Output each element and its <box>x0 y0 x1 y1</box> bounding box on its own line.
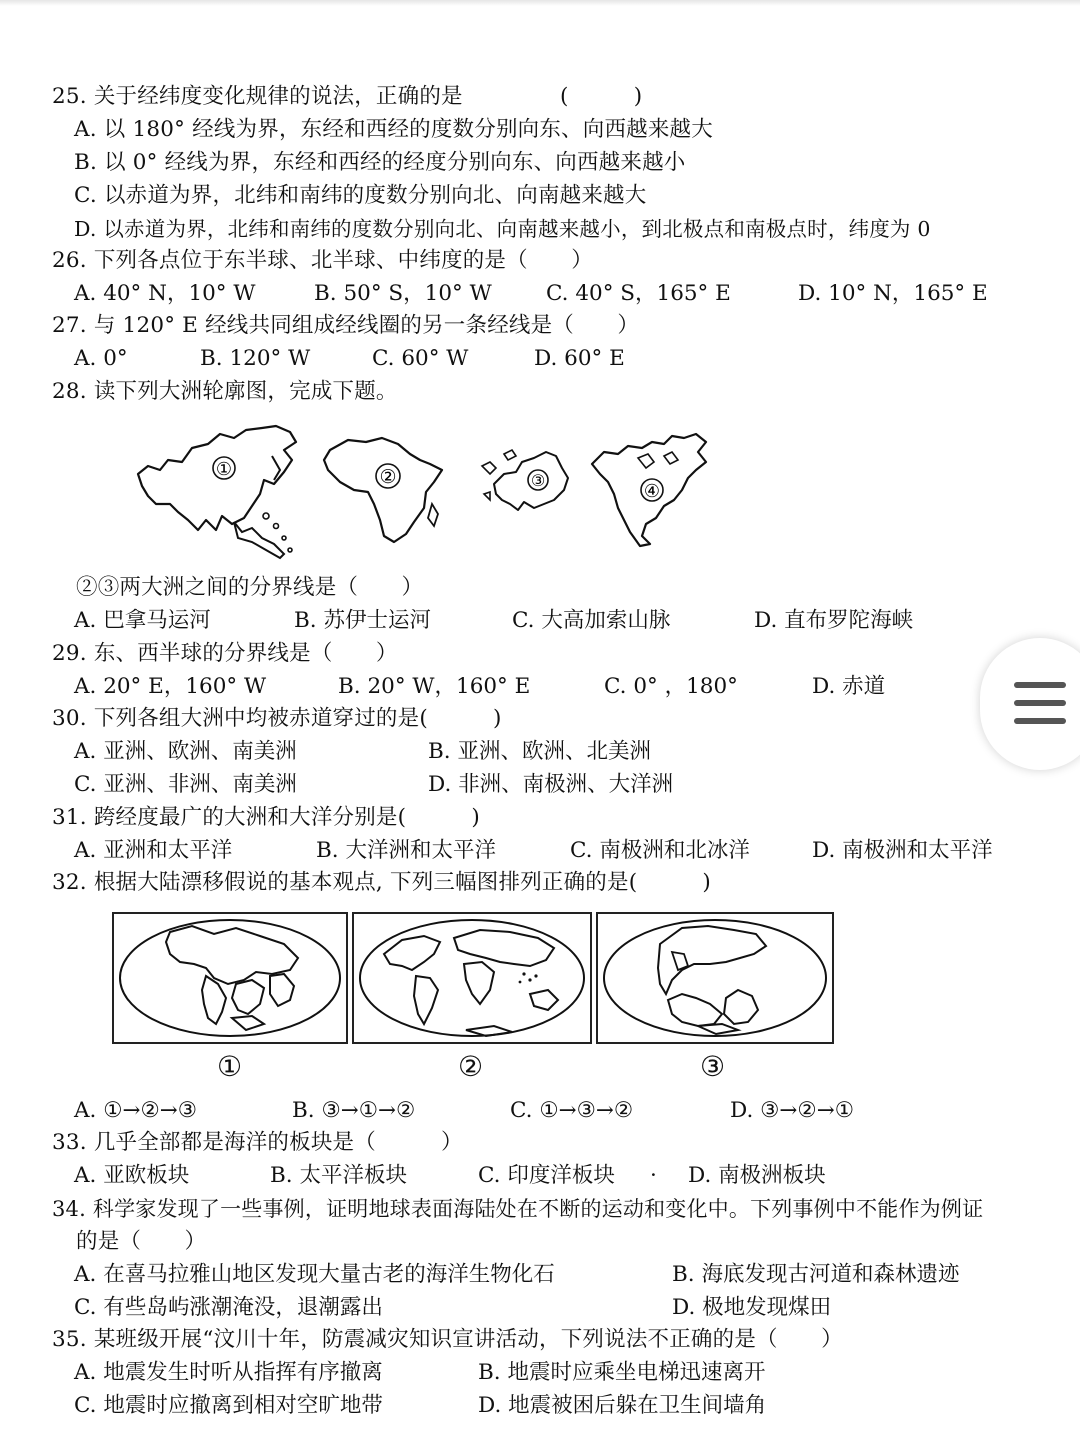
q25-option-a: A. 以 180° 经线为界，东经和西经的度数分别向东、向西越来越大 <box>74 117 713 142</box>
q34-option-b: B. 海底发现古河道和森林遗迹 <box>672 1262 960 1287</box>
q30-option-c: C. 亚洲、非洲、南美洲 <box>74 772 297 797</box>
drift-caption-3: ③ <box>700 1050 726 1083</box>
hamburger-menu-icon <box>1014 682 1066 688</box>
q35-option-a: A. 地震发生时听从指挥有序撤离 <box>74 1360 383 1385</box>
q30-stem: 30. 下列各组大洲中均被赤道穿过的是( ) <box>52 706 502 731</box>
q35-option-d: D. 地震被困后躲在卫生间墙角 <box>478 1393 767 1418</box>
q33-option-a: A. 亚欧板块 <box>74 1163 190 1188</box>
q29-option-a: A. 20° E，160° W <box>74 674 267 699</box>
q33-option-d: D. 南极洲板块 <box>688 1163 826 1188</box>
hamburger-menu-icon-bar-2 <box>1014 700 1066 706</box>
q31-stem: 31. 跨经度最广的大洲和大洋分别是( ) <box>52 805 480 830</box>
q33-option-b: B. 太平洋板块 <box>270 1163 407 1188</box>
q32-option-a: A. ①→②→③ <box>74 1098 198 1123</box>
q26-option-a: A. 40° N，10° W <box>74 281 256 306</box>
q28-option-b: B. 苏伊士运河 <box>294 608 431 633</box>
q25-option-c: C. 以赤道为界，北纬和南纬的度数分别向北、向南越来越大 <box>74 183 647 208</box>
q34-stem-continued: 的是（ ） <box>76 1229 207 1254</box>
continent-3-europe-figure <box>476 444 576 522</box>
drift-map-1 <box>112 912 348 1044</box>
drift-caption-1: ① <box>217 1050 243 1083</box>
q34-stem: 34. 科学家发现了一些事例，证明地球表面海陆处在不断的运动和变化中。下列事例中不能作为例证 <box>52 1197 984 1221</box>
q34-option-c: C. 有些岛屿涨潮淹没，退潮露出 <box>74 1295 383 1320</box>
continent-label-2: ② <box>379 466 397 488</box>
drift-map-1-drawing <box>114 914 346 1042</box>
q28-option-a: A. 巴拿马运河 <box>74 608 211 633</box>
q25-option-b: B. 以 0° 经线为界，东经和西经的经度分别向东、向西越来越小 <box>74 150 686 175</box>
q26-option-d: D. 10° N，165° E <box>798 281 988 306</box>
q26-stem: 26. 下列各点位于东半球、北半球、中纬度的是（ ） <box>52 248 593 273</box>
q35-stem: 35. 某班级开展“汶川十年，防震减灾知识宣讲活动，下列说法不正确的是（ ） <box>52 1327 843 1352</box>
q32-option-d: D. ③→②→① <box>730 1098 854 1123</box>
q33-stem: 33. 几乎全部都是海洋的板块是（ ） <box>52 1130 463 1155</box>
q31-option-c: C. 南极洲和北冰洋 <box>570 838 750 863</box>
q28-stem: 28. 读下列大洲轮廓图，完成下题。 <box>52 379 398 404</box>
drift-map-3 <box>596 912 834 1044</box>
hamburger-menu-icon-bar-3 <box>1014 718 1066 724</box>
continent-1-asia-figure <box>134 420 304 562</box>
q26-option-b: B. 50° S，10° W <box>314 281 492 306</box>
q29-stem: 29. 东、西半球的分界线是（ ） <box>52 641 398 666</box>
drift-map-2 <box>352 912 592 1044</box>
q32-stem: 32. 根据大陆漂移假说的基本观点, 下列三幅图排列正确的是( ) <box>52 870 711 895</box>
q29-option-c: C. 0° ，180° <box>604 674 738 699</box>
q32-option-c: C. ①→③→② <box>510 1098 634 1123</box>
q29-option-b: B. 20° W，160° E <box>338 674 531 699</box>
continent-label-3: ③ <box>530 471 546 490</box>
q33-option-c: C. 印度洋板块 <box>478 1163 615 1188</box>
q35-option-b: B. 地震时应乘坐电梯迅速离开 <box>478 1360 766 1385</box>
q32-option-b: B. ③→①→② <box>292 1098 416 1123</box>
q33-stray-dot: · <box>650 1163 657 1188</box>
drift-caption-2: ② <box>458 1050 484 1083</box>
drift-map-2-drawing <box>354 914 590 1042</box>
drift-map-3-drawing <box>598 914 832 1042</box>
q31-option-b: B. 大洋洲和太平洋 <box>316 838 496 863</box>
q26-option-c: C. 40° S，165° E <box>546 281 731 306</box>
q25-stem: 25. 关于经纬度变化规律的说法，正确的是 <box>52 84 463 109</box>
floating-menu-button[interactable] <box>980 638 1080 770</box>
q28-option-d: D. 直布罗陀海峡 <box>754 608 914 633</box>
continent-label-4: ④ <box>643 481 661 502</box>
q34-option-a: A. 在喜马拉雅山地区发现大量古老的海洋生物化石 <box>74 1262 555 1287</box>
q35-option-c: C. 地震时应撤离到相对空旷地带 <box>74 1393 383 1418</box>
q27-option-d: D. 60° E <box>534 346 625 371</box>
q27-option-c: C. 60° W <box>372 346 469 371</box>
q31-option-d: D. 南极洲和太平洋 <box>812 838 993 863</box>
continent-label-1: ① <box>215 459 233 480</box>
continent-4-north-america-figure <box>588 428 712 550</box>
q30-option-d: D. 非洲、南极洲、大洋洲 <box>428 772 674 797</box>
top-edge <box>0 0 1080 6</box>
q30-option-b: B. 亚洲、欧洲、北美洲 <box>428 739 651 764</box>
q25-answer-paren: ( ) <box>560 84 643 109</box>
q28-option-c: C. 大高加索山脉 <box>512 608 671 633</box>
q31-option-a: A. 亚洲和太平洋 <box>74 838 233 863</box>
q28-sub-question: ②③两大洲之间的分界线是（ ） <box>76 575 424 600</box>
q34-option-d: D. 极地发现煤田 <box>672 1295 832 1320</box>
q27-option-a: A. 0° <box>74 346 128 371</box>
q27-option-b: B. 120° W <box>200 346 311 371</box>
q30-option-a: A. 亚洲、欧洲、南美洲 <box>74 739 297 764</box>
q25-option-d: D. 以赤道为界，北纬和南纬的度数分别向北、向南越来越小，到北极点和南极点时，纬度为 0 <box>74 217 931 241</box>
continent-2-africa-figure <box>318 430 448 548</box>
q27-stem: 27. 与 120° E 经线共同组成经线圈的另一条经线是（ ） <box>52 313 640 338</box>
q29-option-d: D. 赤道 <box>812 674 886 699</box>
